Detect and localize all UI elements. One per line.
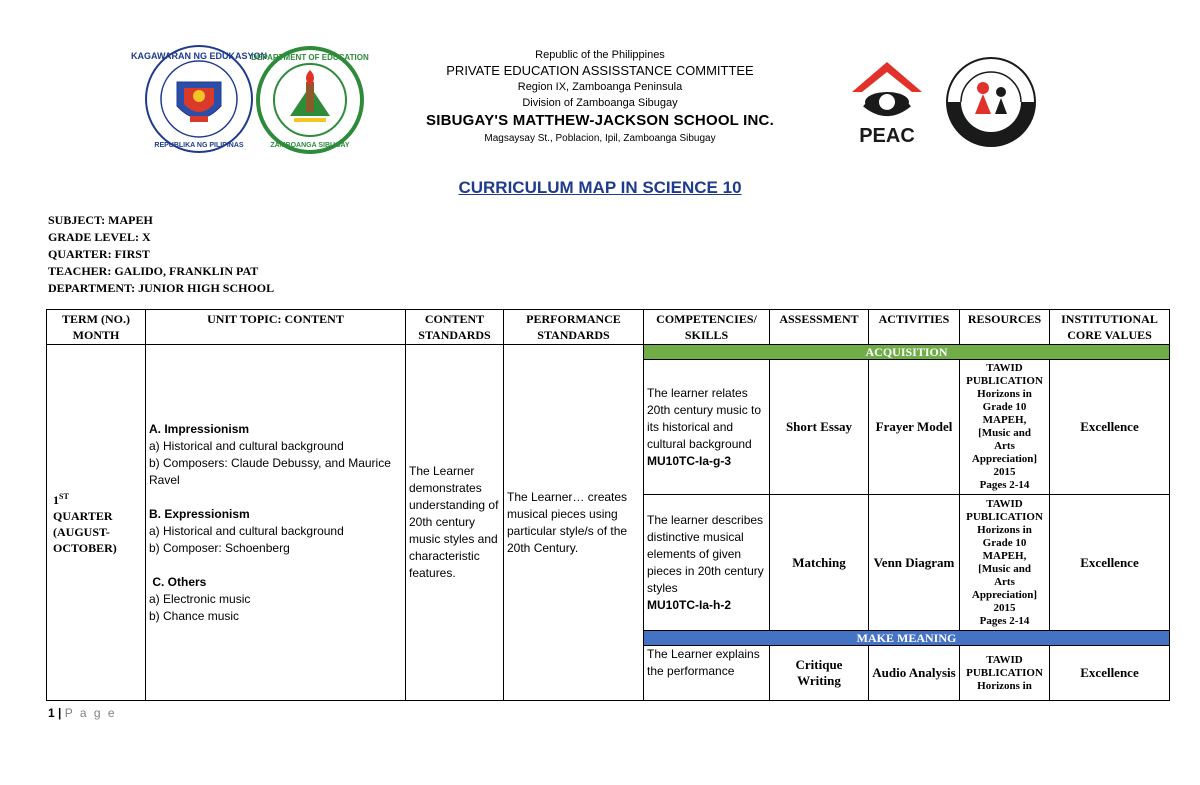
header-assessment: ASSESSMENT	[770, 310, 869, 345]
meta-subject: SUBJECT: MAPEH	[48, 213, 153, 227]
peac-logo-text: PEAC	[859, 125, 915, 147]
activity-cell: Audio Analysis	[869, 646, 960, 701]
core-value-cell: Excellence	[1050, 360, 1170, 495]
assessment-cell: Matching	[770, 495, 869, 631]
competency-cell: The learner describes distinctive musical elements of given pieces in 20th century styles MU10TC-Ia-h-2	[644, 495, 770, 631]
resource-cell: TAWID PUBLICATION Horizons in Grade 10 MAPEH, [Music and Arts Appreciation] 2015 Pages 2-14	[960, 495, 1050, 631]
make-meaning-bar: MAKE MEANING	[644, 631, 1170, 646]
header-performance-standards: PERFORMANCE STANDARDS	[504, 310, 644, 345]
peac-logo	[842, 56, 932, 146]
header-competencies: COMPETENCIES/ SKILLS	[644, 310, 770, 345]
letterhead-division: Division of Zamboanga Sibugay	[522, 97, 678, 109]
header-activities: ACTIVITIES	[869, 310, 960, 345]
kagawaran-logo-bottom-text: REPUBLIKA NG PILIPINAS	[154, 142, 244, 149]
assessment-cell: Critique Writing	[770, 646, 869, 701]
letterhead-region: Region IX, Zamboanga Peninsula	[517, 81, 683, 93]
deped-logo-bottom-text: ZAMBOANGA SIBUGAY	[270, 142, 350, 149]
activity-cell: Venn Diagram	[869, 495, 960, 631]
content-standards-cell: The Learner demonstrates understanding of 20th century music styles and characteristic features.	[406, 345, 504, 701]
curriculum-map-table	[46, 309, 1170, 701]
meta-department: DEPARTMENT: JUNIOR HIGH SCHOOL	[48, 281, 275, 295]
unit-topic-cell: A. Impressionism a) Historical and cultural background b) Composers: Claude Debussy, and Maurice Ravel B. Expressionism a) Historical and cultural background b) Composer: Schoenberg C. Others a) Electronic music b) Chance music	[146, 345, 406, 701]
competency-cell: The Learner explains the performance	[644, 646, 770, 701]
kagawaran-logo-text: KAGAWARAN NG EDUKASYON	[130, 51, 268, 61]
meta-teacher: TEACHER: GALIDO, FRANKLIN PAT	[48, 264, 259, 278]
page-footer	[48, 706, 117, 720]
document-title: CURRICULUM MAP IN SCIENCE 10	[458, 178, 742, 197]
header-term: TERM (NO.) MONTH	[47, 310, 146, 345]
page-separator: |	[58, 706, 62, 720]
acquisition-bar-row	[47, 345, 1170, 360]
term-cell: 1ST QUARTER (AUGUST- OCTOBER)	[47, 345, 146, 701]
sibugays-matthew-jackson-school-seal	[943, 56, 1039, 148]
resource-cell: TAWID PUBLICATION Horizons in Grade 10 MAPEH, [Music and Arts Appreciation] 2015 Pages 2-14	[960, 360, 1050, 495]
document-meta	[48, 212, 274, 297]
letterhead	[350, 47, 850, 147]
competency-cell: The learner relates 20th century music to its historical and cultural background MU10TC-Ia-g-3	[644, 360, 770, 495]
header-unit-topic: UNIT TOPIC: CONTENT	[146, 310, 406, 345]
letterhead-republic: Republic of the Philippines	[535, 49, 665, 61]
page-word: P a g e	[64, 706, 117, 720]
letterhead-school-name: SIBUGAY'S MATTHEW-JACKSON SCHOOL INC.	[426, 112, 774, 129]
letterhead-address: Magsaysay St., Poblacion, Ipil, Zamboanga Sibugay	[484, 133, 716, 144]
core-value-cell: Excellence	[1050, 495, 1170, 631]
kagawaran-ng-edukasyon-seal	[130, 44, 268, 154]
header-content-standards: CONTENT STANDARDS	[406, 310, 504, 345]
header-resources: RESOURCES	[960, 310, 1050, 345]
letterhead-committee: PRIVATE EDUCATION ASSISSTANCE COMMITTEE	[446, 63, 754, 78]
page-number: 1	[48, 706, 55, 720]
header-core-values: INSTITUTIONAL CORE VALUES	[1050, 310, 1170, 345]
resource-cell: TAWID PUBLICATION Horizons in	[960, 646, 1050, 701]
core-value-cell: Excellence	[1050, 646, 1170, 701]
acquisition-bar: ACQUISITION	[644, 345, 1170, 360]
assessment-cell: Short Essay	[770, 360, 869, 495]
deped-logo-text: DEPARTMENT OF EDUCATION	[251, 53, 369, 62]
activity-cell: Frayer Model	[869, 360, 960, 495]
meta-grade-level: GRADE LEVEL: X	[48, 230, 151, 244]
performance-standards-cell: The Learner… creates musical pieces using particular style/s of the 20th Century.	[504, 345, 644, 701]
table-header-row	[47, 310, 1170, 345]
meta-quarter: QUARTER: FIRST	[48, 247, 150, 261]
